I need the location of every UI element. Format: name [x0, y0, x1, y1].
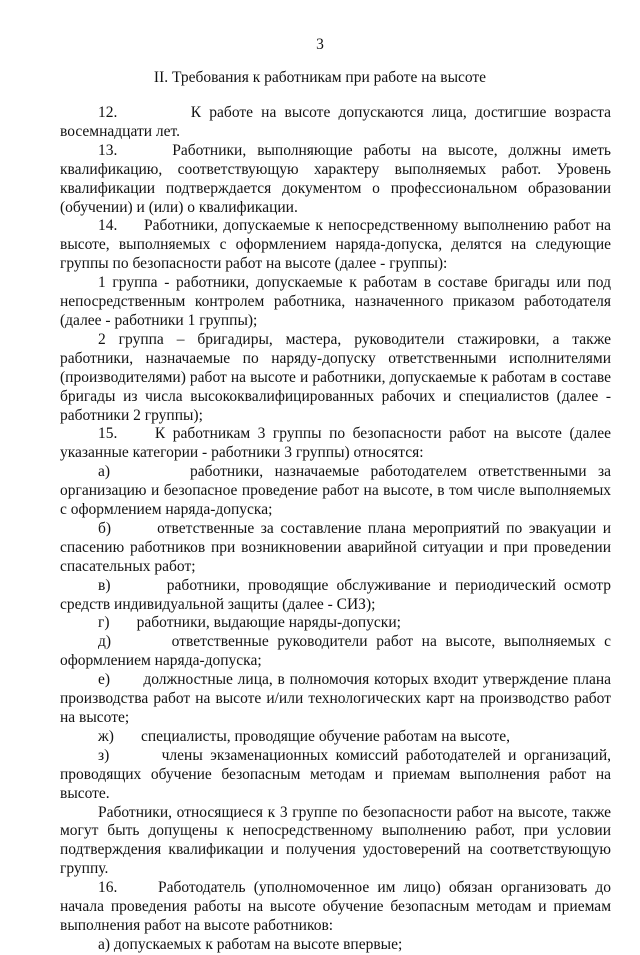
paragraph-group-3-note: Работники, относящиеся к 3 группе по безопасности работ на высоте, также могут быть допущены к непосредственному выполнению работ, при условии подтверждения квалификации и получения удостоверений на соответствующую группу.	[60, 803, 611, 878]
paragraph-13: 13. Работники, выполняющие работы на высоте, должны иметь квалификацию, соответствующую характеру выполняемых работ. Уровень квалификации подтверждается документом о профессиональном образовании (обучении) и (или) о квалификации.	[60, 141, 611, 216]
list-item-e: е) должностные лица, в полномочия которых входит утверждение плана производства работ на высоте и/или технологических карт на производство работ на высоте;	[60, 671, 611, 726]
paragraph-12: 12. К работе на высоте допускаются лица, достигшие возраста восемнадцати лет.	[60, 104, 611, 140]
list-item-z: з) члены экзаменационных комиссий работодателей и организаций, проводящих обучение безопасным методам и приемам выполнения работ на высоте.	[60, 746, 611, 802]
section-title: II. Требования к работникам при работе на высоте	[153, 69, 487, 86]
paragraph-group-1: 1 группа - работники, допускаемые к работам в составе бригады или под непосредственным контролем работника, назначенного приказом работодателя (далее - работники 1 группы);	[60, 274, 611, 329]
page-number: 3	[316, 36, 324, 53]
list-item-d: д) ответственные руководители работ на высоте, выполняемых с оформлением наряда-допуска;	[60, 633, 611, 670]
paragraph-group-2: 2 группа – бригадиры, мастера, руководители стажировки, а также работники, назначаемые по наряду-допуску ответственными исполнителями (производителями) работ на высоте и работники, допускаемые к работам в составе бригады из числа высококвалифицированных рабочих и специалистов (далее - работники 2 группы);	[60, 330, 611, 424]
list-item-g: г) работники, выдающие наряды-допуски;	[98, 614, 401, 632]
list-item-v: в) работники, проводящие обслуживание и периодический осмотр средств индивидуальной защиты (далее - СИЗ);	[60, 576, 611, 613]
list-item-b: б) ответственные за составление плана мероприятий по эвакуации и спасению работников при возникновении аварийной ситуации и при проведении спасательных работ;	[60, 519, 611, 575]
paragraph-16: 16. Работодатель (уполномоченное им лицо) обязан организовать до начала проведения работы на высоте обучение безопасным методам и приемам выполнения работ на высоте работников:	[60, 879, 611, 934]
paragraph-15: 15. К работникам 3 группы по безопасности работ на высоте (далее указанные категории - работники 3 группы) относятся:	[60, 425, 611, 462]
list-item-zh: ж) специалисты, проводящие обучение работам на высоте,	[98, 727, 510, 745]
document-body	[60, 104, 611, 955]
paragraph-16-item-a: а) допускаемых к работам на высоте впервые;	[98, 935, 403, 953]
list-item-a: а) работники, назначаемые работодателем ответственными за организацию и безопасное проведение работ на высоте, в том числе выполняемых с оформлением наряда-допуска;	[60, 463, 611, 519]
paragraph-14: 14. Работники, допускаемые к непосредственному выполнению работ на высоте, выполняемых с оформлением наряда-допуска, делятся на следующие группы по безопасности работ на высоте (далее - группы):	[60, 217, 611, 273]
